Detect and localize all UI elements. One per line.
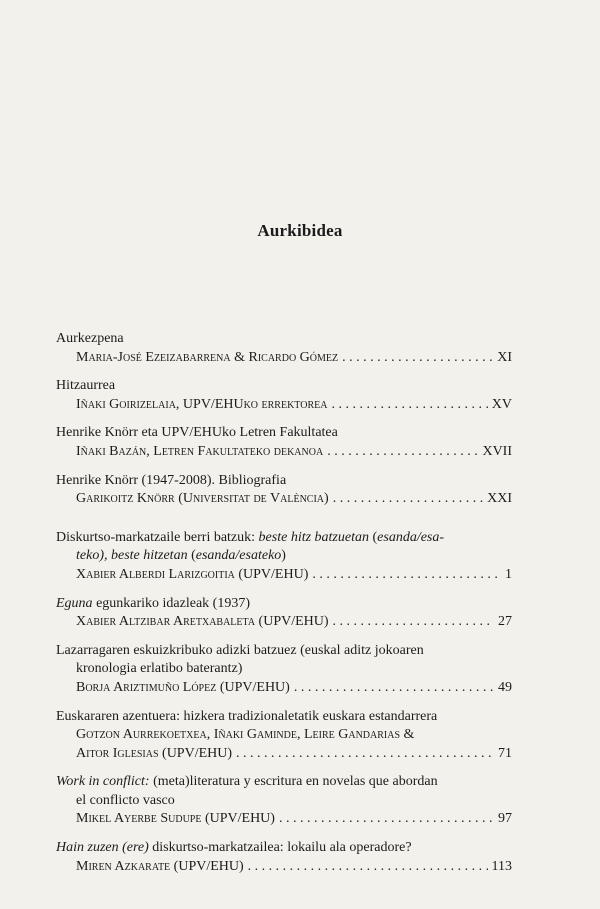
toc-entry [56, 529, 512, 585]
page-number: 113 [491, 858, 512, 874]
page-number: XXI [487, 491, 512, 507]
author-line [76, 679, 512, 698]
entry-title: Aurkezpena [56, 331, 124, 346]
toc-entry [56, 377, 512, 414]
dot-leader [294, 679, 494, 698]
toc-entry [56, 595, 512, 632]
toc-entry [56, 773, 512, 829]
entry-author: Maria-José Ezeizabarrena & Ricardo Gómez [76, 349, 339, 365]
entry-authors: Gotzon Aurrekoetxea, Iñaki Gaminde, Leire Gandarias & [76, 727, 415, 743]
entry-author: Aitor Iglesias (UPV/EHU) [76, 745, 233, 761]
entry-title: Hitzaurrea [56, 378, 116, 394]
page-number: XV [491, 396, 512, 412]
entry-author: Xabier Altzibar Aretxabaleta (UPV/EHU) [76, 614, 329, 630]
entry-title-continued: teko), beste hitzetan (esanda/esateko) [76, 548, 286, 564]
entry-title: Work in conflict: (meta)literatura y escritura en novelas que abordan [56, 774, 438, 790]
dot-leader [312, 566, 501, 585]
entry-author: Garikoitz Knörr (Universitat de València) [76, 491, 329, 507]
entry-author: Iñaki Goirizelaia, UPV/EHUko errektorea [76, 396, 328, 412]
entry-title-continued: el conflicto vasco [76, 792, 175, 808]
toc-entry [56, 472, 512, 509]
entry-title: Henrike Knörr eta UPV/EHUko Letren Fakultatea [56, 425, 338, 441]
page-number: 27 [498, 614, 512, 630]
entry-title: Hain zuzen (ere) diskurtso-markatzailea: lokailu ala operadore? [56, 840, 412, 856]
author-line [76, 566, 512, 585]
author-line [76, 858, 512, 877]
dot-leader [327, 443, 478, 462]
page-number: XVII [482, 443, 512, 459]
dot-leader [331, 396, 487, 415]
author-line [76, 613, 512, 632]
author-line [76, 810, 512, 829]
author-line [76, 396, 512, 415]
toc-entry [56, 330, 512, 367]
entry-author: Borja Ariztimuño López (UPV/EHU) [76, 679, 290, 695]
dot-leader [342, 349, 493, 368]
author-line [76, 349, 512, 368]
toc-entry [56, 839, 512, 876]
entry-title: Lazarragaren eskuizkribuko adizki batzuez (euskal aditz jokoaren [56, 642, 424, 658]
toc-entry [56, 708, 512, 764]
entry-title: Eguna egunkariko idazleak (1937) [56, 595, 251, 611]
entry-author: Iñaki Bazán, Letren Fakultateko dekanoa [76, 443, 324, 459]
entry-author: Xabier Alberdi Larizgoitia (UPV/EHU) [76, 566, 309, 582]
toc-entry [56, 424, 512, 461]
page-number: XI [497, 349, 512, 365]
page-number: 97 [498, 811, 512, 827]
author-line [76, 745, 512, 764]
dot-leader [248, 858, 488, 877]
entry-author: Mikel Ayerbe Sudupe (UPV/EHU) [76, 811, 275, 827]
dot-leader [333, 490, 483, 509]
page-number: 71 [498, 745, 512, 761]
dot-leader [333, 613, 494, 632]
entry-title: Diskurtso-markatzaile berri batzuk: beste hitz batzuetan (esanda/esa- [56, 529, 445, 545]
entry-title: Henrike Knörr (1947-2008). Bibliografia [56, 472, 287, 488]
table-of-contents [56, 330, 512, 876]
entry-title-continued: kronologia erlatibo baterantz) [76, 661, 243, 677]
toc-entry [56, 642, 512, 698]
author-line [76, 443, 512, 462]
page-title: Aurkibidea [257, 221, 343, 240]
entry-author: Miren Azkarate (UPV/EHU) [76, 858, 244, 874]
author-line [76, 490, 512, 509]
entry-title: Euskararen azentuera: hizkera tradizionaletatik euskara estandarrera [56, 708, 438, 724]
dot-leader [236, 745, 494, 764]
page-number: 49 [498, 679, 512, 695]
dot-leader [279, 810, 494, 829]
page-number: 1 [505, 566, 512, 582]
